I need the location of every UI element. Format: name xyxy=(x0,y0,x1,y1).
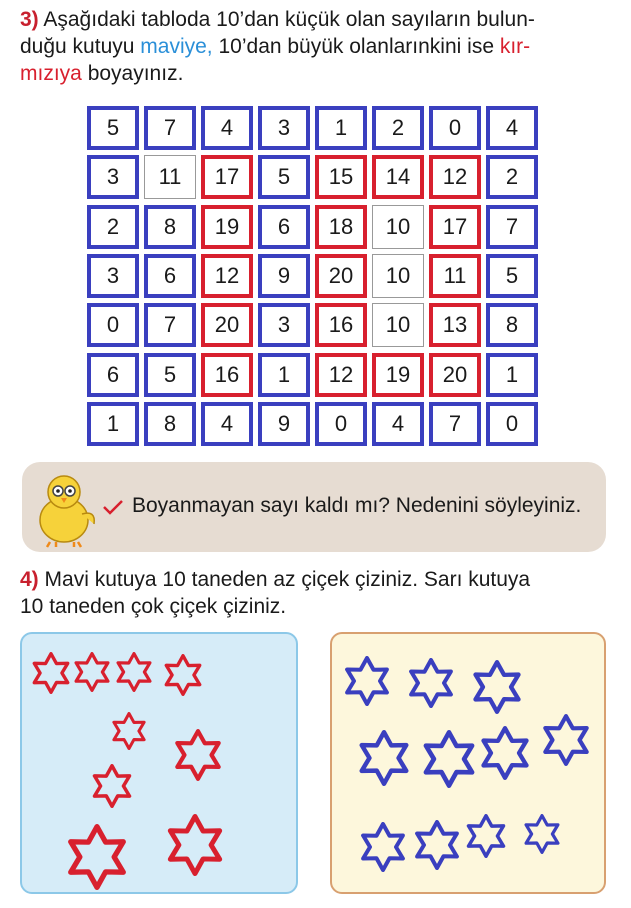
table-cell[interactable]: 20 xyxy=(201,303,253,347)
table-cell[interactable]: 10 xyxy=(372,205,424,249)
flower-star-icon xyxy=(90,764,134,808)
table-cell[interactable]: 2 xyxy=(372,106,424,150)
question-text: boyayınız. xyxy=(87,62,184,85)
flower-star-icon xyxy=(342,656,392,706)
table-cell[interactable]: 0 xyxy=(429,106,481,150)
red-word: kır- xyxy=(499,35,531,58)
table-cell[interactable]: 14 xyxy=(372,155,424,199)
question-text: Mavi kutuya 10 taneden az çiçek çiziniz. Sarı kutuya xyxy=(44,568,531,591)
table-cell[interactable]: 6 xyxy=(258,205,310,249)
table-cell[interactable]: 11 xyxy=(144,155,196,199)
table-cell[interactable]: 1 xyxy=(315,106,367,150)
red-word: mızıya xyxy=(20,62,82,85)
blue-box[interactable] xyxy=(20,632,298,894)
table-cell[interactable]: 4 xyxy=(201,402,253,446)
table-cell[interactable]: 3 xyxy=(258,303,310,347)
table-cell[interactable]: 12 xyxy=(429,155,481,199)
table-cell[interactable]: 3 xyxy=(87,254,139,298)
banner xyxy=(22,462,606,552)
flower-star-icon xyxy=(412,820,462,870)
chick-icon xyxy=(28,470,100,548)
table-cell[interactable]: 13 xyxy=(429,303,481,347)
table-cell[interactable]: 5 xyxy=(486,254,538,298)
flower-star-icon xyxy=(164,814,226,876)
flower-star-icon xyxy=(114,652,154,692)
table-cell[interactable]: 1 xyxy=(87,402,139,446)
question-4 xyxy=(20,566,620,620)
question-text: duğu kutuyu xyxy=(20,35,135,58)
question-text: Aşağıdaki tabloda 10’dan küçük olan sayıların bulun- xyxy=(43,8,535,31)
table-cell[interactable]: 7 xyxy=(429,402,481,446)
table-cell[interactable]: 4 xyxy=(201,106,253,150)
flower-star-icon xyxy=(470,660,524,714)
table-cell[interactable]: 12 xyxy=(201,254,253,298)
flower-star-icon xyxy=(172,729,224,781)
checkmark-icon xyxy=(102,499,124,515)
flower-star-icon xyxy=(356,730,412,786)
table-cell[interactable]: 2 xyxy=(486,155,538,199)
table-cell[interactable]: 9 xyxy=(258,402,310,446)
flower-star-icon xyxy=(522,814,562,854)
table-cell[interactable]: 5 xyxy=(87,106,139,150)
flower-star-icon xyxy=(162,654,204,696)
table-cell[interactable]: 7 xyxy=(144,303,196,347)
table-cell[interactable]: 7 xyxy=(144,106,196,150)
table-cell[interactable]: 5 xyxy=(258,155,310,199)
table-cell[interactable]: 1 xyxy=(486,353,538,397)
yellow-box[interactable] xyxy=(330,632,606,894)
flower-star-icon xyxy=(358,822,408,872)
table-cell[interactable]: 20 xyxy=(315,254,367,298)
table-cell[interactable]: 16 xyxy=(315,303,367,347)
table-cell[interactable]: 3 xyxy=(87,155,139,199)
flower-star-icon xyxy=(464,814,508,858)
table-cell[interactable]: 5 xyxy=(144,353,196,397)
table-cell[interactable]: 6 xyxy=(87,353,139,397)
flower-star-icon xyxy=(420,730,478,788)
blue-word: maviye, xyxy=(140,35,213,58)
table-cell[interactable]: 17 xyxy=(201,155,253,199)
table-cell[interactable]: 10 xyxy=(372,303,424,347)
question-number: 4) xyxy=(20,568,39,591)
table-cell[interactable]: 3 xyxy=(258,106,310,150)
table-cell[interactable]: 7 xyxy=(486,205,538,249)
flower-star-icon xyxy=(110,712,148,750)
table-cell[interactable]: 0 xyxy=(87,303,139,347)
flower-star-icon xyxy=(72,652,112,692)
table-cell[interactable]: 19 xyxy=(201,205,253,249)
flower-star-icon xyxy=(30,652,72,694)
table-cell[interactable]: 16 xyxy=(201,353,253,397)
table-cell[interactable]: 8 xyxy=(486,303,538,347)
table-cell[interactable]: 18 xyxy=(315,205,367,249)
table-cell[interactable]: 9 xyxy=(258,254,310,298)
table-cell[interactable]: 4 xyxy=(486,106,538,150)
flower-star-icon xyxy=(478,726,532,780)
table-cell[interactable]: 11 xyxy=(429,254,481,298)
table-cell[interactable]: 8 xyxy=(144,402,196,446)
banner-text: Boyanmayan sayı kaldı mı? Nedenini söyleyiniz. xyxy=(132,494,582,517)
question-text: 10 taneden çok çiçek çiziniz. xyxy=(20,595,287,618)
table-cell[interactable]: 0 xyxy=(315,402,367,446)
question-3 xyxy=(20,6,620,87)
table-cell[interactable]: 10 xyxy=(372,254,424,298)
question-text: 10’dan büyük olanlarınkini ise xyxy=(218,35,494,58)
table-cell[interactable]: 15 xyxy=(315,155,367,199)
table-cell[interactable]: 6 xyxy=(144,254,196,298)
table-cell[interactable]: 1 xyxy=(258,353,310,397)
table-cell[interactable]: 4 xyxy=(372,402,424,446)
table-cell[interactable]: 19 xyxy=(372,353,424,397)
flower-star-icon xyxy=(406,658,456,708)
table-cell[interactable]: 0 xyxy=(486,402,538,446)
table-cell[interactable]: 12 xyxy=(315,353,367,397)
question-number: 3) xyxy=(20,8,39,31)
table-cell[interactable]: 2 xyxy=(87,205,139,249)
flower-star-icon xyxy=(540,714,592,766)
table-cell[interactable]: 8 xyxy=(144,205,196,249)
flower-star-icon xyxy=(64,824,130,890)
table-cell[interactable]: 17 xyxy=(429,205,481,249)
table-cell[interactable]: 20 xyxy=(429,353,481,397)
